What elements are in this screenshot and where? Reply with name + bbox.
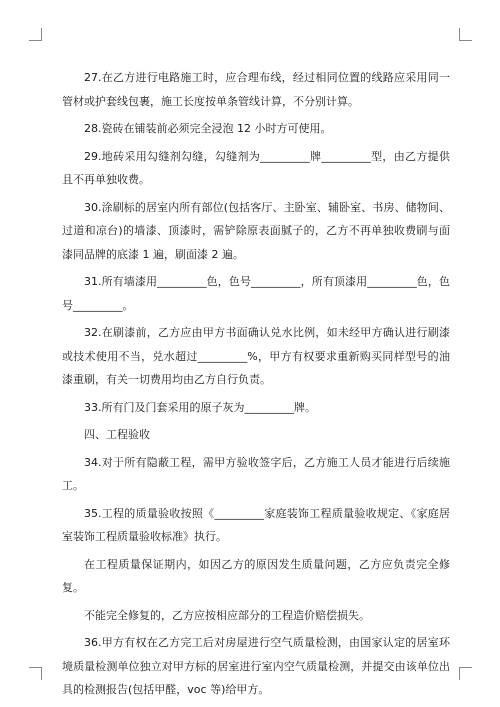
- warranty-paragraph: 在工程质量保证期内，如因乙方的原因发生质量问题，乙方应负责完全修复。: [62, 557, 450, 594]
- clause-30: 30.涂刷标的居室内所有部位(包括客厅、主卧室、辅卧室、书房、储物间、过道和凉台)的墙漆、顶漆时，需铲除原表面腻子的，乙方不再单独收费刷与面漆同品牌的底漆 1 遍，刷面漆 2 遍。: [62, 200, 450, 261]
- clause-35: 35.工程的质量验收按照《_________家庭装饰工程质量验收规定、《家庭居室装饰工程质量验收标准》执行。: [62, 506, 450, 543]
- clause-34: 34.对于所有隐蔽工程，需甲方验收签字后，乙方施工人员才能进行后续施工。: [62, 455, 450, 492]
- section-heading-acceptance: 四、工程验收: [84, 428, 150, 441]
- clause-32: 32.在刷漆前，乙方应由甲方书面确认兑水比例，如未经甲方确认进行刷漆或技术使用不当，兑水超过_________%，甲方有权要求重新购买同样型号的油漆重刷，有关一切费用均由乙方自行负责。: [62, 326, 450, 386]
- clause-29: 29.地砖采用勾缝剂勾缝，勾缝剂为_________牌_________型，由乙方提供且不再单独收费。: [62, 149, 450, 186]
- compensation-paragraph: 不能完全修复的，乙方应按相应部分的工程造价赔偿损失。: [84, 608, 370, 622]
- document-body: [62, 66, 450, 706]
- clause-36: 36.甲方有权在乙方完工后对房屋进行空气质量检测，由国家认定的居室环境质量检测单位独立对甲方标的居室进行室内空气质量检测，并提交由该单位出具的检测报告(包括甲醛，voc 等)给甲方。: [62, 636, 450, 696]
- crop-mark-top-left: [29, 28, 42, 41]
- clause-27: 27.在乙方进行电路施工时，应合理布线，经过相同位置的线路应采用同一管材或护套线包裹，施工长度按单条管线计算，不分别计算。: [62, 71, 450, 108]
- clause-33: 33.所有门及门套采用的原子灰为_________牌。: [84, 400, 316, 414]
- crop-mark-bottom-right: [459, 667, 472, 680]
- clause-31: 31.所有墙漆用_________色，色号_________，所有顶漆用_________色，色号_________。: [62, 275, 450, 312]
- crop-mark-bottom-left: [29, 667, 42, 680]
- clause-28: 28.瓷砖在铺装前必须完全浸泡 12 小时方可使用。: [84, 122, 332, 135]
- crop-mark-top-right: [459, 28, 472, 41]
